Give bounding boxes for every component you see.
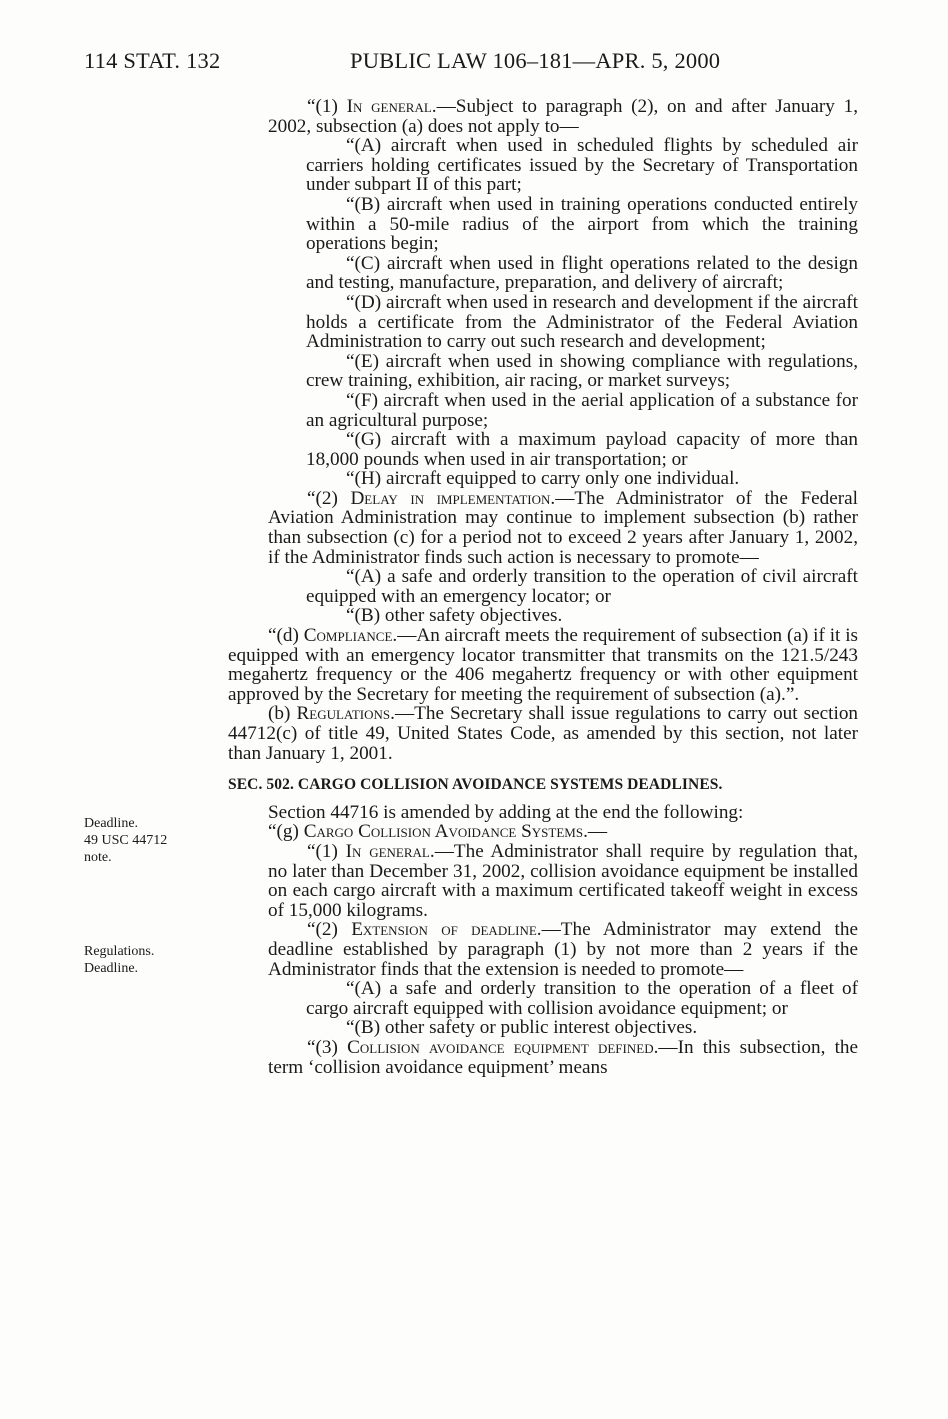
paragraph-text: Section 44716 is amended by adding at the end the following: — [268, 801, 744, 823]
body-paragraph — [228, 979, 858, 1018]
paragraph-caption: Extension of deadline. — [351, 919, 542, 941]
paragraph-caption: Collision avoidance equipment defined. — [347, 1036, 659, 1058]
body-paragraph — [228, 136, 858, 195]
body-paragraph — [228, 469, 858, 489]
paragraph-text: “(A) a safe and orderly transition to the operation of civil aircraft equipped with an emergency locator; or — [306, 566, 858, 607]
margin-note-deadline — [84, 815, 204, 866]
body-paragraph — [228, 391, 858, 430]
paragraph-text: —The Administrator of the Federal Aviation Administration may continue to implement subsection (b) rather than subsection (c) for a period not to exceed 2 years after January 1, 2002, if the Administrator finds such action is necessary to promote— — [268, 487, 858, 568]
body-text-column — [228, 97, 858, 1077]
paragraph-caption: Regulations. — [296, 703, 395, 725]
margin-note-line: 49 USC 44712 — [84, 833, 168, 848]
paragraph-text: “(B) other safety or public interest objectives. — [346, 1017, 698, 1039]
paragraph-designator: “(d) — [268, 625, 304, 647]
paragraph-caption: Cargo Collision Avoidance Systems. — [303, 821, 588, 843]
paragraph-caption: Delay in implementation. — [350, 487, 556, 509]
body-paragraph — [228, 430, 858, 469]
paragraph-text: “(F) aircraft when used in the aerial application of a substance for an agricultural purpose; — [306, 389, 858, 431]
margin-note-line: Deadline. — [84, 961, 139, 976]
body-paragraph — [228, 352, 858, 391]
body-paragraph — [228, 489, 858, 567]
margin-note-line: Deadline. — [84, 816, 139, 831]
margin-note-line: note. — [84, 850, 112, 865]
running-header — [84, 48, 864, 80]
section-heading — [228, 775, 858, 795]
body-paragraph — [228, 803, 858, 823]
body-paragraph — [228, 293, 858, 352]
body-paragraph — [228, 195, 858, 254]
body-paragraph — [228, 606, 858, 626]
body-paragraph — [228, 1018, 858, 1038]
body-paragraph — [228, 842, 858, 920]
body-paragraph — [228, 920, 858, 979]
paragraph-text: —The Secretary shall issue regulations to carry out section 44712(c) of title 49, United States Code, as amended by this section, not later than January 1, 2001. — [228, 703, 859, 764]
paragraph-text: —In this subsection, the term ‘collision avoidance equipment’ means — [268, 1036, 859, 1078]
paragraph-designator: “(1) — [307, 96, 347, 117]
paragraph-text: —Subject to paragraph (2), on and after January 1, 2002, subsection (a) does not apply to— — [268, 96, 859, 137]
paragraph-text: “(B) aircraft when used in training operations conducted entirely within a 50-mile radius of the airport from which the training operations begin; — [306, 193, 858, 255]
paragraph-designator: “(1) — [307, 840, 346, 862]
paragraph-text: “(C) aircraft when used in flight operations related to the design and testing, manufacture, preparation, and delivery of aircraft; — [306, 252, 858, 294]
paragraph-text: “(A) aircraft when used in scheduled flights by scheduled air carriers holding certificates issued by the Secretary of Transportation under subpart II of this part; — [306, 135, 858, 196]
body-paragraph — [228, 822, 858, 842]
paragraph-caption: In general. — [346, 96, 437, 117]
paragraph-caption: In general. — [345, 840, 435, 862]
paragraph-text: —An aircraft meets the requirement of subsection (a) if it is equipped with an emergency locator transmitter that transmits on the 121.5/243 megahertz frequency or the 406 megahertz frequency or with other equipment approved by the Secretary for meeting the requirement of subsection (a).”. — [228, 625, 859, 705]
paragraph-text: —The Administrator may extend the deadline established by paragraph (1) by not more than 2 years if the Administrator finds that the extension is needed to promote— — [268, 919, 858, 980]
paragraph-text: “(A) a safe and orderly transition to the operation of a fleet of cargo aircraft equipped with collision avoidance equipment; or — [306, 978, 858, 1019]
body-paragraph — [228, 567, 858, 606]
paragraph-text: —The Administrator shall require by regulation that, no later than December 31, 2002, collision avoidance equipment be installed on each cargo aircraft with a maximum certificated takeoff weight in excess of 15,000 kilograms. — [268, 840, 859, 921]
stat-page-number: 114 STAT. 132 — [84, 48, 221, 73]
paragraph-text: “(B) other safety objectives. — [346, 605, 563, 627]
paragraph-caption: Compliance. — [303, 625, 398, 647]
paragraph-text: “(D) aircraft when used in research and development if the aircraft holds a certificate from the Administrator of the Federal Aviation Administration to carry out such research and development; — [306, 291, 858, 353]
paragraph-text: — — [587, 821, 608, 843]
law-title: PUBLIC LAW 106–181—APR. 5, 2000 — [350, 48, 721, 73]
paragraph-designator: “(g) — [268, 821, 304, 843]
paragraph-designator: “(2) — [307, 919, 352, 941]
paragraph-text: “(E) aircraft when used in showing compliance with regulations, crew training, exhibition, air racing, or market surveys; — [306, 350, 858, 392]
body-paragraph — [228, 254, 858, 293]
paragraph-designator: “(2) — [307, 487, 351, 509]
margin-note-regulations — [84, 943, 204, 977]
paragraph-text: “(H) aircraft equipped to carry only one individual. — [346, 468, 740, 490]
paragraph-designator: “(3) — [307, 1036, 348, 1058]
body-paragraph — [228, 1038, 858, 1077]
margin-note-line: Regulations. — [84, 944, 155, 959]
paragraph-text: “(G) aircraft with a maximum payload capacity of more than 18,000 pounds when used in air transportation; or — [306, 429, 858, 470]
section-heading-text: SEC. 502. CARGO COLLISION AVOIDANCE SYSTEMS DEADLINES. — [228, 776, 723, 794]
body-paragraph — [228, 626, 858, 704]
body-paragraph — [228, 704, 858, 763]
body-paragraph — [228, 97, 858, 136]
paragraph-designator: (b) — [268, 703, 297, 725]
